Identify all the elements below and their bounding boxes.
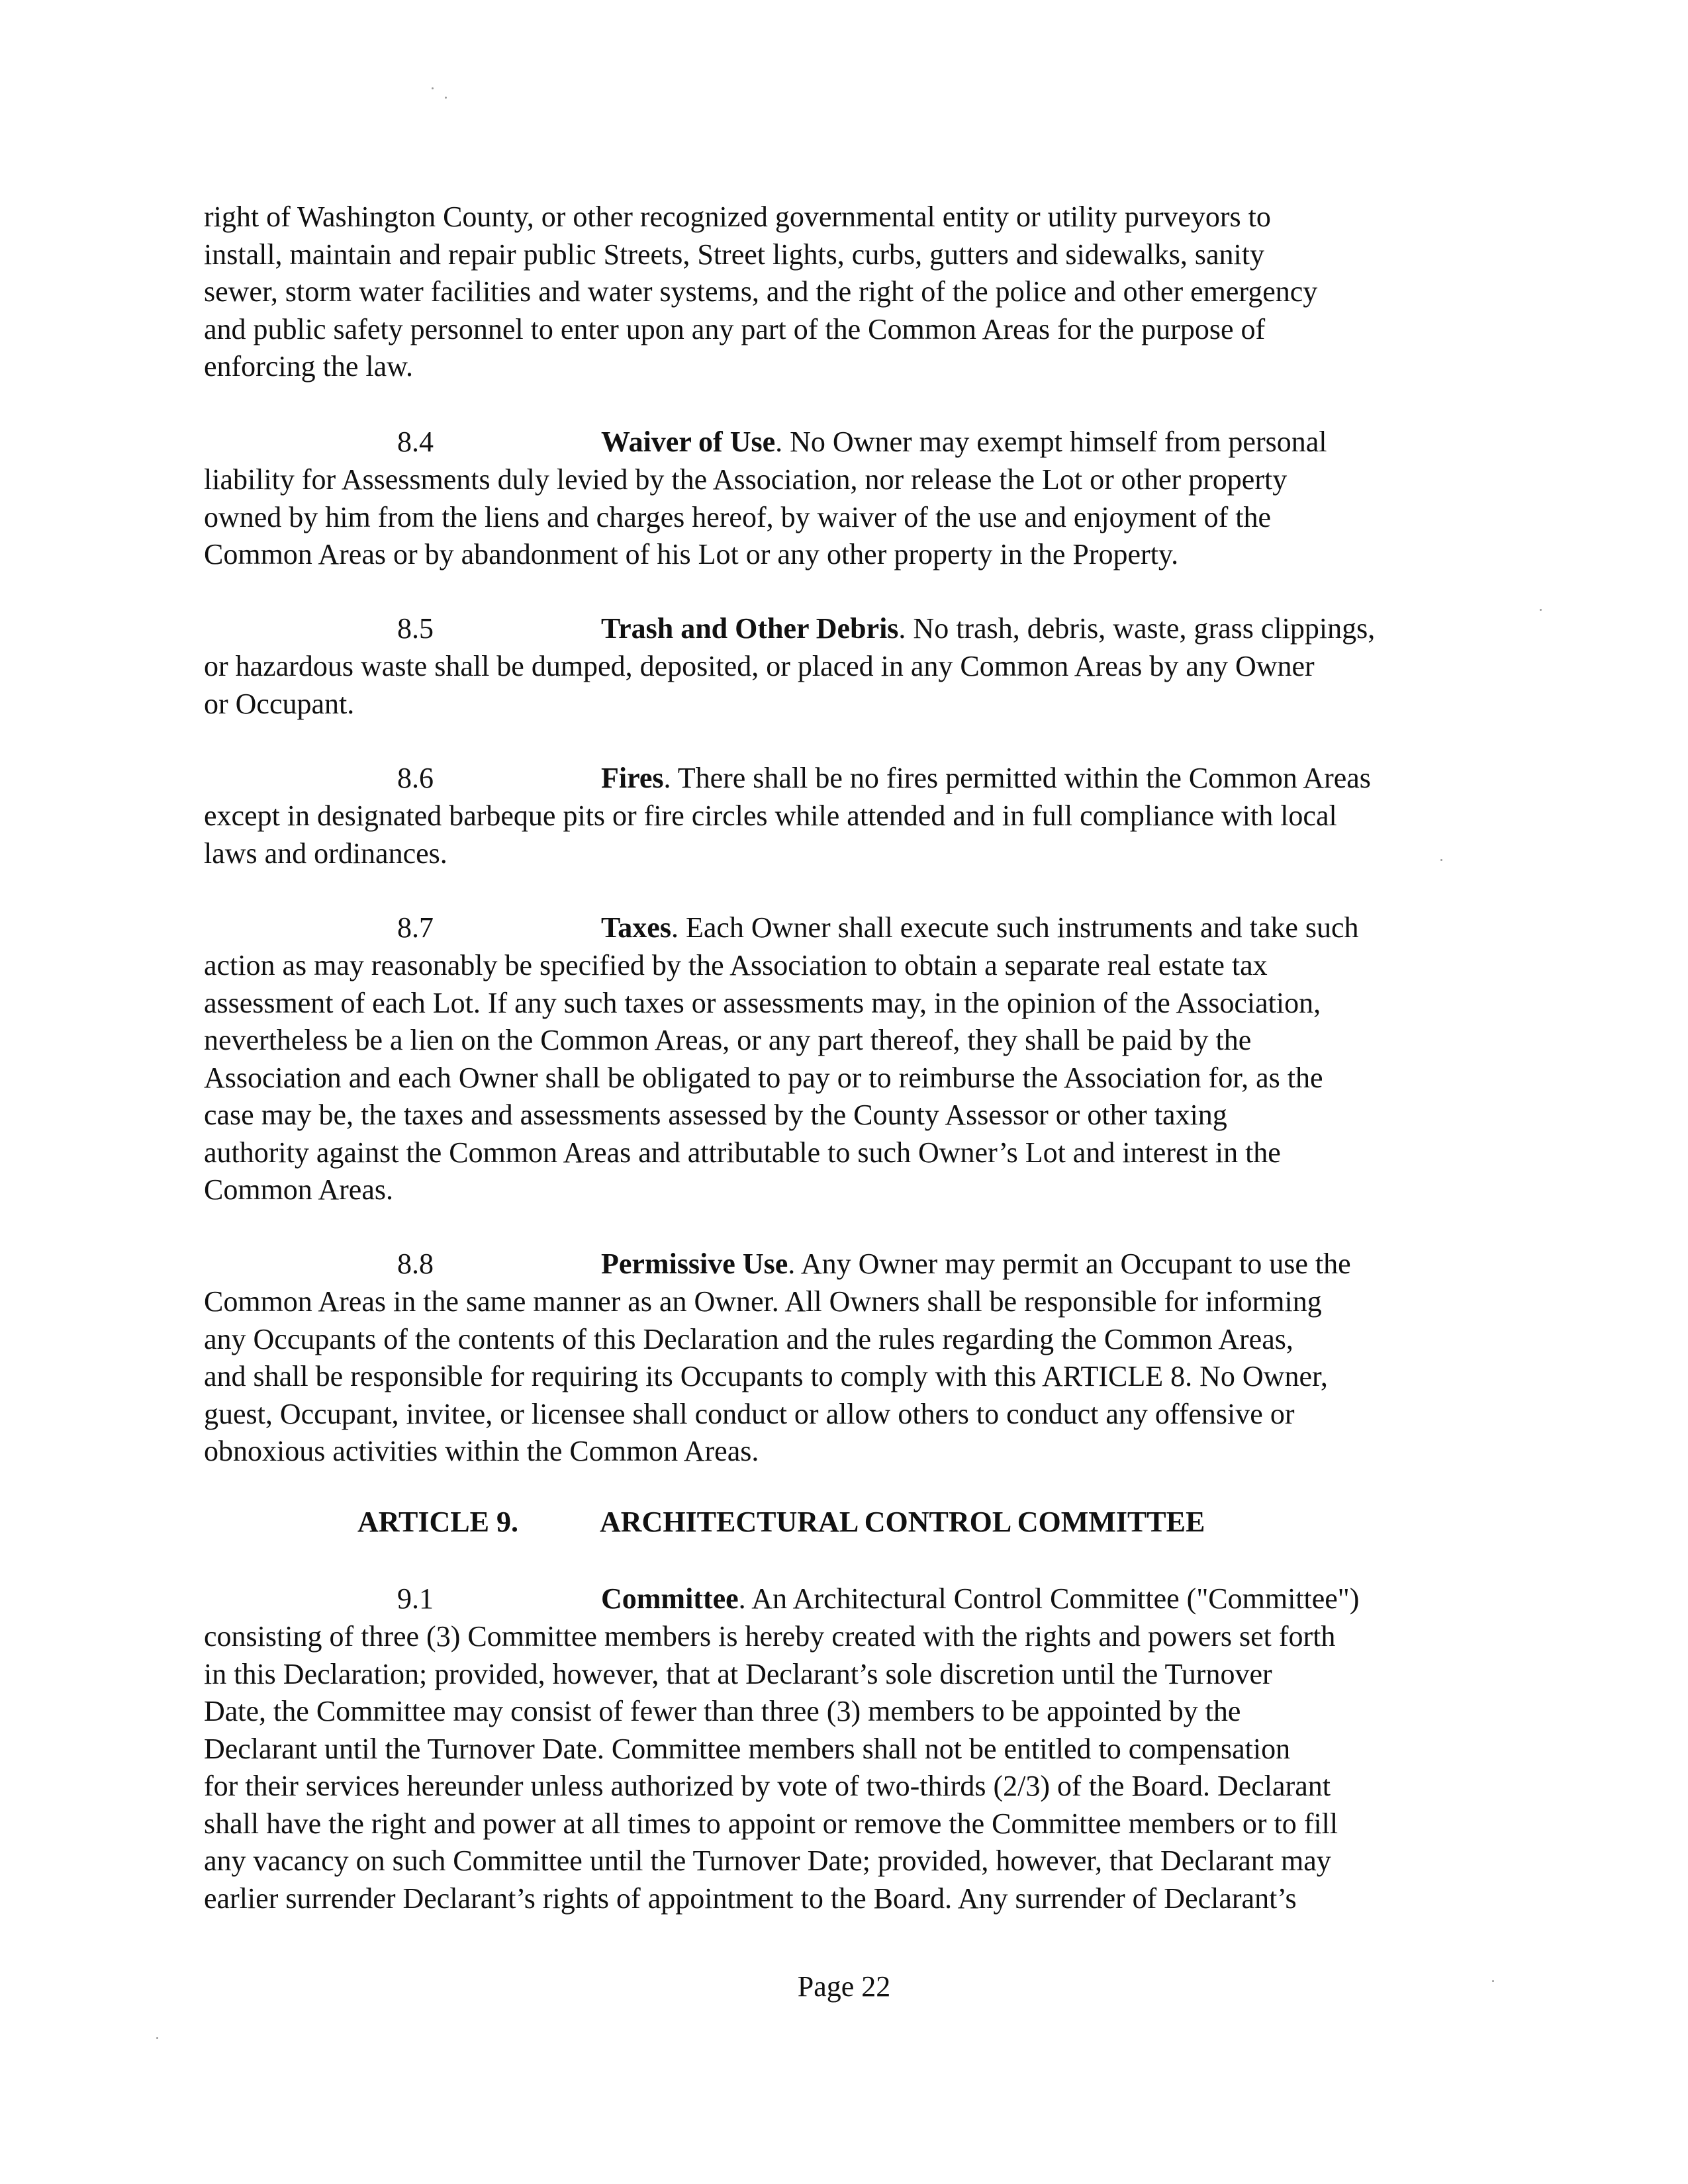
section-heading xyxy=(601,424,1327,461)
section-heading xyxy=(601,1580,1359,1618)
section-body: except in designated barbeque pits or fire circles while attended and in full compliance with local laws and ordinances. xyxy=(204,799,1337,870)
scan-speck xyxy=(1540,609,1542,611)
section-body: action as may reasonably be specified by the Association to obtain a separate real estate tax assessment of each Lot. If any such taxes or assessments may, in the opinion of the Association, nevertheless be a lien on the Common Areas, or any part thereof, they shall be paid by the Association and each Owner shall be obligated to pay or to reimburse the Association for, as the case may be, the taxes and assessments assessed by the County Assessor or other taxing authority against the Common Areas and attributable to such Owner’s Lot and interest in the Common Areas. xyxy=(204,949,1323,1206)
section-first-line: . Any Owner may permit an Occupant to use the xyxy=(788,1248,1351,1280)
scan-speck xyxy=(445,97,447,99)
section-first-line: . No trash, debris, waste, grass clippings, xyxy=(898,612,1376,645)
scan-speck xyxy=(1492,1980,1494,1982)
section-first-line: . There shall be no fires permitted within the Common Areas xyxy=(663,762,1371,794)
scan-speck xyxy=(156,2037,158,2039)
section-title: Waiver of Use xyxy=(601,426,776,458)
section-title: Permissive Use xyxy=(601,1248,788,1280)
section-heading xyxy=(601,1246,1351,1283)
section-number: 9.1 xyxy=(397,1582,434,1615)
intro-paragraph: right of Washington County, or other recognized governmental entity or utility purveyors to install, maintain and repair public Streets, Street lights, curbs, gutters and sidewalks, sanity sewer, storm water facilities and water systems, and the right of the police and other emergency and public safety personnel to enter upon any part of the Common Areas for the purpose of enforcing the law. xyxy=(204,201,1318,383)
section-heading xyxy=(601,909,1359,947)
section-body: Common Areas in the same manner as an Owner. All Owners shall be responsible for informing any Occupants of the contents of this Declaration and the rules regarding the Common Areas, and shall be responsible for requiring its Occupants to comply with this ARTICLE 8. No Owner, guest, Occupant, invitee, or licensee shall conduct or allow others to conduct any offensive or obnoxious activities within the Common Areas. xyxy=(204,1285,1328,1467)
scan-speck xyxy=(432,87,434,89)
section-first-line: . No Owner may exempt himself from personal xyxy=(775,426,1327,458)
section-body: consisting of three (3) Committee members is hereby created with the rights and powers set forth in this Declaration; provided, however, that at Declarant’s sole discretion until the Turnover Date, the Committee may consist of fewer than three (3) members to be appointed by the Declarant until the Turnover Date. Committee members shall not be entitled to compensation for their services hereunder unless authorized by vote of two-thirds (2/3) of the Board. Declarant shall have the right and power at all times to appoint or remove the Committee members or to fill any vacancy on such Committee until the Turnover Date; provided, however, that Declarant may earlier surrender Declarant’s rights of appointment to the Board. Any surrender of Declarant’s xyxy=(204,1620,1338,1915)
section-number: 8.7 xyxy=(397,911,434,944)
article-number: ARTICLE 9. xyxy=(357,1506,518,1538)
section-number: 8.6 xyxy=(397,762,434,794)
section-body: or hazardous waste shall be dumped, deposited, or placed in any Common Areas by any Owner or Occupant. xyxy=(204,650,1315,720)
section-body: liability for Assessments duly levied by the Association, nor release the Lot or other property owned by him from the liens and charges hereof, by waiver of the use and enjoyment of the Common Areas or by abandonment of his Lot or any other property in the Property. xyxy=(204,463,1288,570)
section-heading xyxy=(601,760,1371,797)
section-heading xyxy=(601,610,1375,648)
section-title: Committee xyxy=(601,1582,739,1615)
section-title: Taxes xyxy=(601,911,671,944)
section-number: 8.4 xyxy=(397,426,434,458)
section-number: 8.8 xyxy=(397,1248,434,1280)
page-number: Page 22 xyxy=(797,1970,891,2003)
scan-speck xyxy=(1440,859,1442,861)
section-title: Trash and Other Debris xyxy=(601,612,899,645)
section-number: 8.5 xyxy=(397,612,434,645)
section-first-line: . An Architectural Control Committee ("Committee") xyxy=(738,1582,1360,1615)
section-title: Fires xyxy=(601,762,664,794)
section-first-line: . Each Owner shall execute such instruments and take such xyxy=(671,911,1359,944)
article-title: ARCHITECTURAL CONTROL COMMITTEE xyxy=(600,1506,1205,1538)
